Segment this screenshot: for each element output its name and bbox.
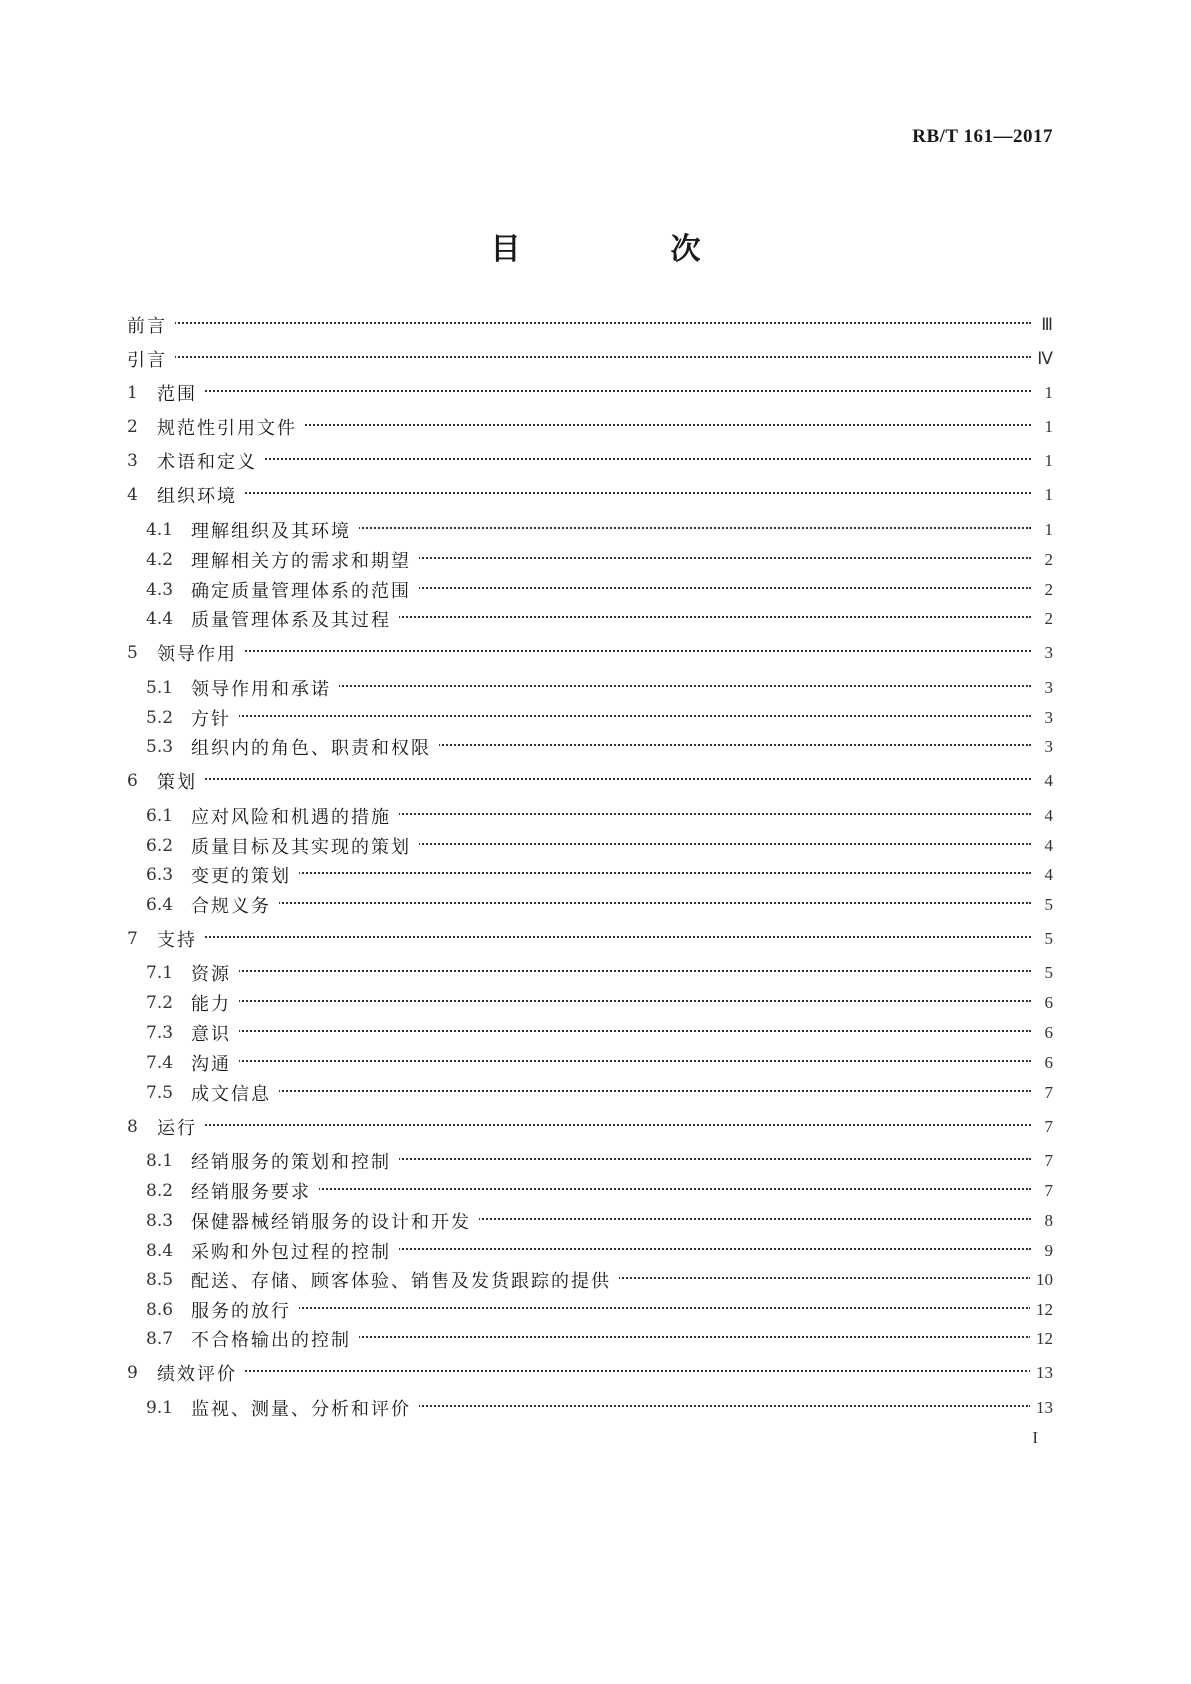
toc-entry-title: 不合格输出的控制 [191,1326,359,1352]
toc-entry-number: 8.6 [146,1300,174,1320]
toc-entry-title: 领导作用 [157,640,245,666]
toc-entry-title: 确定质量管理体系的范围 [191,577,419,603]
toc-entry-number: 7.4 [146,1053,174,1073]
toc-entry[interactable] [0,411,1191,443]
toc-entry[interactable] [0,1047,1191,1079]
toc-entry-title: 沟通 [191,1050,239,1076]
toc-entry-number: 8.4 [146,1241,174,1261]
toc-entry-page: Ⅲ [1035,315,1053,335]
toc-entry-page: 5 [1039,929,1054,949]
toc-entry-page: 6 [1039,1023,1054,1043]
toc-entry-number: 6.3 [146,865,174,885]
toc-entry-title: 质量管理体系及其过程 [191,606,399,632]
toc-entry-title: 能力 [191,990,239,1016]
toc-entry[interactable] [0,923,1191,955]
toc-entry-number: 4.3 [146,580,174,600]
toc-entry[interactable] [0,731,1191,763]
toc-entry-number: 5.2 [146,708,174,728]
toc-entry[interactable] [0,672,1191,704]
toc-entry[interactable] [0,445,1191,477]
toc-entry-title: 引言 [127,346,175,372]
toc-entry-title: 支持 [157,926,205,952]
toc-entry-number: 6.1 [146,806,174,826]
toc-entry[interactable] [0,1323,1191,1355]
toc-entry-page: 3 [1039,737,1054,757]
toc-entry-number: 7.5 [146,1083,174,1103]
toc-entry-number: 8.1 [146,1151,174,1171]
toc-entry-title: 意识 [191,1020,239,1046]
toc-entry[interactable] [0,1357,1191,1389]
toc-entry-title: 理解组织及其环境 [191,517,359,543]
toc-entry-number: 8.2 [146,1181,174,1201]
toc-entry-title: 领导作用和承诺 [191,675,339,701]
toc-entry-page: 7 [1039,1083,1054,1103]
toc-entry-number: 8.5 [146,1270,174,1290]
toc-entry[interactable] [0,1235,1191,1267]
toc-entry-number: 5 [127,643,138,663]
toc-entry-title: 策划 [157,768,205,794]
toc-entry-page: 6 [1039,1053,1054,1073]
toc-entry-page: 7 [1039,1151,1054,1171]
toc-entry-page: 5 [1039,963,1054,983]
toc-entry[interactable] [0,830,1191,862]
toc-entry-number: 8.7 [146,1329,174,1349]
toc-entry-page: 1 [1039,485,1054,505]
toc-entry-number: 5.1 [146,678,174,698]
toc-entry-page: 1 [1039,520,1054,540]
toc-entry-page: 1 [1039,451,1054,471]
toc-entry-number: 4 [127,485,138,505]
toc-entry-page: 10 [1030,1270,1053,1290]
toc-entry-number: 2 [127,417,138,437]
toc-entry-number: 4.1 [146,520,174,540]
toc-entry-page: 4 [1039,865,1054,885]
toc-entry[interactable] [0,1077,1191,1109]
toc-entry[interactable] [0,1111,1191,1143]
toc-entry-page: 12 [1030,1329,1053,1349]
toc-entry-title: 规范性引用文件 [157,414,305,440]
toc-entry-title: 变更的策划 [191,862,299,888]
standard-code: RB/T 161—2017 [912,126,1053,147]
toc-entry-page: 4 [1039,771,1054,791]
toc-entry-title: 运行 [157,1114,205,1140]
toc-entry-number: 9.1 [146,1398,174,1418]
toc-entry-number: 9 [127,1363,138,1383]
toc-entry-number: 7 [127,929,138,949]
toc-entry[interactable] [0,544,1191,576]
toc-entry[interactable] [0,574,1191,606]
toc-entry-page: 6 [1039,993,1054,1013]
toc-entry-number: 4.4 [146,609,174,629]
toc-entry-title: 前言 [127,312,175,338]
toc-entry-page: 4 [1039,836,1054,856]
toc-entry-page: 2 [1039,550,1054,570]
toc-entry[interactable] [0,957,1191,989]
toc-entry-title: 术语和定义 [157,448,265,474]
toc-entry-page: 13 [1030,1363,1053,1383]
toc-entry-title: 质量目标及其实现的策划 [191,833,419,859]
toc-entry[interactable] [0,987,1191,1019]
toc-entry-number: 7.1 [146,963,174,983]
toc-entry-page: 13 [1030,1398,1053,1418]
toc-entry[interactable] [0,377,1191,409]
toc-entry-title: 组织环境 [157,482,245,508]
toc-entry[interactable] [0,1294,1191,1326]
toc-entry-title: 应对风险和机遇的措施 [191,803,399,829]
toc-entry-number: 7.2 [146,993,174,1013]
toc-entry-page: 3 [1039,678,1054,698]
toc-entry[interactable] [0,800,1191,832]
toc-entry-number: 5.3 [146,737,174,757]
toc-entry-number: 6.2 [146,836,174,856]
footer-page-number: I [1032,1428,1038,1447]
toc-entry-number: 1 [127,383,138,403]
toc-entry-number: 3 [127,451,138,471]
toc-entry[interactable] [0,343,1191,375]
toc-entry[interactable] [0,1145,1191,1177]
toc-entry-title: 服务的放行 [191,1297,299,1323]
toc-entry-title: 理解相关方的需求和期望 [191,547,419,573]
toc-entry[interactable] [0,1392,1191,1424]
toc-entry-title: 方针 [191,705,239,731]
toc-entry[interactable] [0,603,1191,635]
page-title: 目 次 [490,232,761,267]
toc-entry-page: 12 [1030,1300,1053,1320]
toc-entry-number: 8.3 [146,1211,174,1231]
toc-entry-page: 5 [1039,895,1054,915]
toc-entry[interactable] [0,859,1191,891]
toc-entry-title: 资源 [191,960,239,986]
toc-entry-page: 3 [1039,708,1054,728]
toc-entry[interactable] [0,889,1191,921]
toc-entry-title: 成文信息 [191,1080,279,1106]
toc-entry-page: 9 [1039,1241,1054,1261]
toc-entry-title: 经销服务要求 [191,1178,319,1204]
toc-entry-title: 合规义务 [191,892,279,918]
toc-entry-number: 8 [127,1117,138,1137]
toc-entry-page: 1 [1039,383,1054,403]
toc-entry-title: 范围 [157,380,205,406]
toc-entry-page: 8 [1039,1211,1054,1231]
toc-entry-number: 4.2 [146,550,174,570]
toc-entry-page: 7 [1039,1181,1054,1201]
toc-entry-page: 2 [1039,609,1054,629]
toc-entry[interactable] [0,765,1191,797]
toc-entry[interactable] [0,1017,1191,1049]
toc-entry-title: 经销服务的策划和控制 [191,1148,399,1174]
toc-entry-title: 绩效评价 [157,1360,245,1386]
toc-entry[interactable] [0,702,1191,734]
toc-entry-title: 配送、存储、顾客体验、销售及发货跟踪的提供 [191,1267,619,1293]
toc-entry-page: 4 [1039,806,1054,826]
toc-entry-page: 2 [1039,580,1054,600]
toc-entry-page: 3 [1039,643,1054,663]
toc-entry[interactable] [0,637,1191,669]
toc-entry[interactable] [0,1205,1191,1237]
toc-entry[interactable] [0,1175,1191,1207]
toc-entry-page: 7 [1039,1117,1054,1137]
toc-entry-title: 采购和外包过程的控制 [191,1238,399,1264]
toc-entry-title: 保健器械经销服务的设计和开发 [191,1208,479,1234]
toc-entry[interactable] [0,479,1191,511]
toc-entry[interactable] [0,309,1191,341]
toc-entry-title: 监视、测量、分析和评价 [191,1395,419,1421]
toc-entry-number: 6 [127,771,138,791]
toc-entry[interactable] [0,514,1191,546]
toc-entry[interactable] [0,1264,1191,1296]
toc-entry-page: Ⅳ [1031,349,1053,369]
toc-entry-page: 1 [1039,417,1054,437]
toc-entry-number: 6.4 [146,895,174,915]
toc-entry-title: 组织内的角色、职责和权限 [191,734,439,760]
toc-entry-number: 7.3 [146,1023,174,1043]
